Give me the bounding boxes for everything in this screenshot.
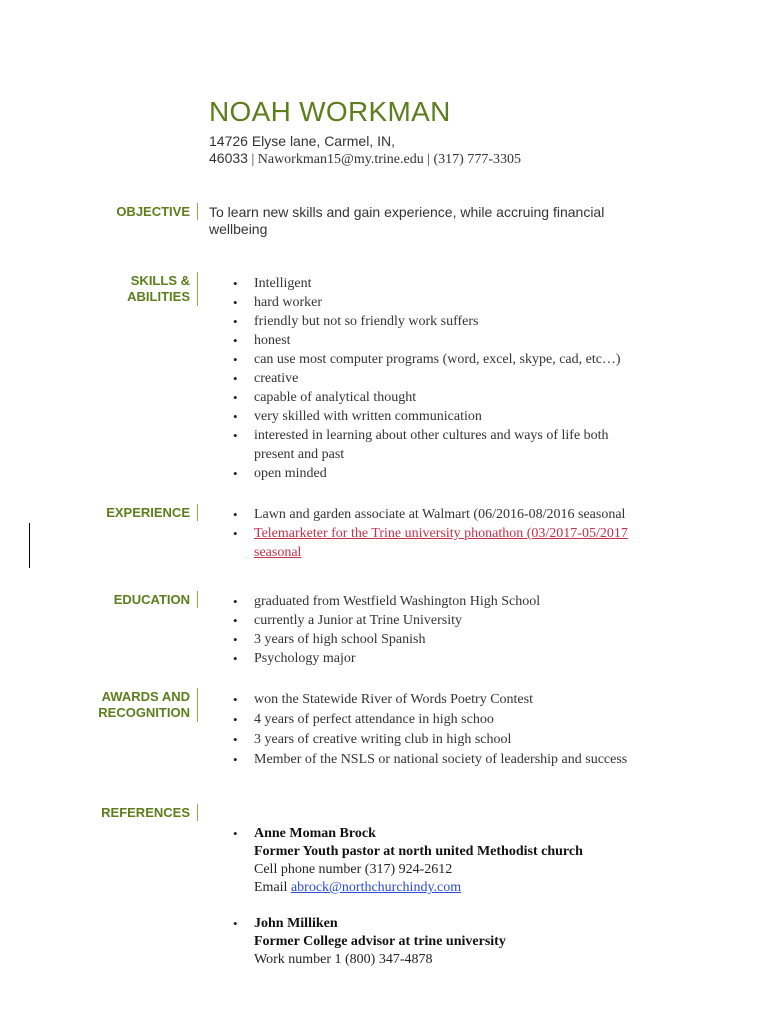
resume-name: NOAH WORKMAN [209,96,451,127]
tracked-change-text[interactable]: Telemarketer for the Trine university phonathon (03/2017-05/2017 seasonal [254,526,628,560]
reference-name: • John Milliken [254,916,338,931]
list-item: • Member of the NSLS or national society of leadership and success [232,750,672,770]
reference-name: • Anne Moman Brock [254,826,376,841]
education-list [232,592,652,668]
awards-label [40,689,190,721]
experience-list [232,505,672,562]
list-item: • Psychology major [232,649,652,668]
list-item: • interested in learning about other cultures and ways of life both present and past [232,426,652,464]
reference-role: Former College advisor at trine university [254,934,506,949]
references-label: REFERENCES [101,805,190,820]
list-item: • 3 years of creative writing club in high school [232,730,672,750]
reference-email-link[interactable]: abrock@northchurchindy.com [290,880,462,895]
list-item: • can use most computer programs (word, excel, skype, cad, etc…) [232,350,652,369]
list-item [232,524,672,562]
skills-label-line1: SKILLS & [130,273,190,288]
text-cursor [29,523,30,568]
separator: | [251,152,255,167]
reference-item [232,915,672,969]
references-list [232,825,672,969]
section-divider [197,272,198,306]
skills-label-line2: ABILITIES [127,289,190,304]
objective-label: OBJECTIVE [116,204,190,219]
awards-label-line2: RECOGNITION [98,705,190,720]
list-item: • friendly but not so friendly work suffers [232,312,652,331]
reference-role: Former Youth pastor at north united Methodist church [254,844,583,859]
reference-phone: Work number 1 (800) 347-4878 [254,952,433,967]
list-item: • 3 years of high school Spanish [232,630,652,649]
reference-item [232,825,672,897]
experience-label: EXPERIENCE [106,505,190,520]
list-item: • currently a Junior at Trine University [232,611,652,630]
phone-number: (317) 777-3305 [433,152,522,167]
list-item: • honest [232,331,652,350]
section-divider [197,203,198,220]
list-item: • graduated from Westfield Washington High School [232,592,652,611]
reference-email-line [254,879,672,897]
email-address: Naworkman15@my.trine.edu [257,152,424,167]
education-label: EDUCATION [113,592,190,607]
list-item: • open minded [232,464,652,483]
reference-phone: Cell phone number (317) 924-2612 [254,862,453,877]
list-item: • Intelligent [232,274,652,293]
skills-list [232,274,652,483]
objective-text: To learn new skills and gain experience, while accruing financial wellbeing [209,204,605,237]
list-item: • Lawn and garden associate at Walmart (06/2016-08/2016 seasonal [232,505,672,524]
address-line: 14726 Elyse lane, Carmel, IN, [209,133,395,149]
list-item: • 4 years of perfect attendance in high schoo [232,710,672,730]
list-item: • hard worker [232,293,652,312]
awards-list [232,690,672,770]
list-item: • creative [232,369,652,388]
contact-line [209,150,521,168]
skills-label [40,273,190,305]
email-prefix: Email [254,880,291,895]
list-item: • won the Statewide River of Words Poetry Contest [232,690,672,710]
zip-code: 46033 [209,150,248,166]
list-item: • capable of analytical thought [232,388,652,407]
section-divider [197,504,198,521]
list-item: • very skilled with written communication [232,407,652,426]
section-divider [197,804,198,821]
section-divider [197,591,198,608]
separator: | [427,152,431,167]
awards-label-line1: AWARDS AND [101,689,190,704]
section-divider [197,688,198,722]
